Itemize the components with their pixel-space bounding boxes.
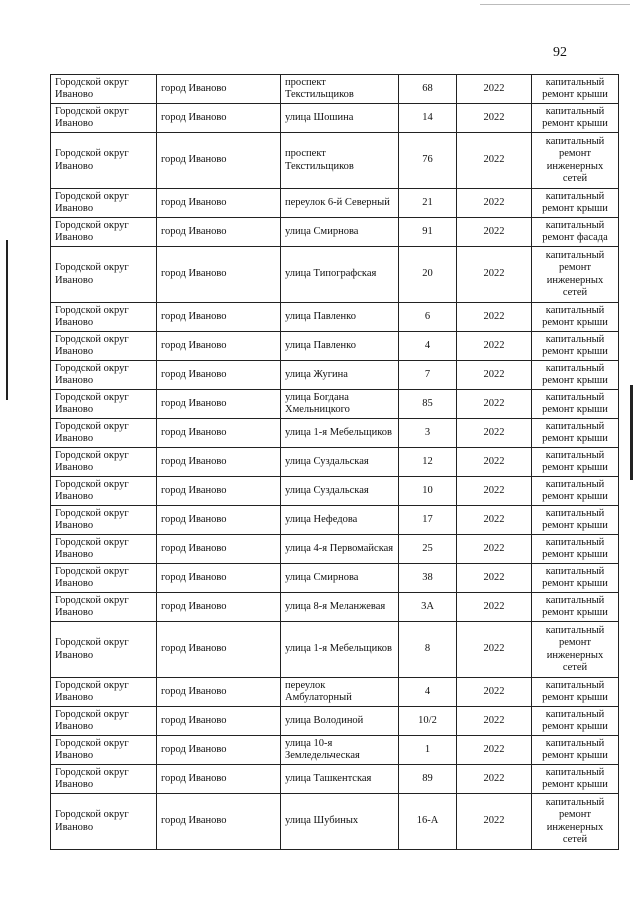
year-cell: 2022 bbox=[457, 303, 532, 332]
table-row bbox=[51, 218, 619, 247]
municipality-cell: Городской округ Иваново bbox=[51, 535, 157, 564]
city-cell: город Иваново bbox=[157, 133, 281, 189]
house-number-cell: 14 bbox=[399, 104, 457, 133]
work-type-cell: капитальный ремонт крыши bbox=[532, 419, 619, 448]
street-cell: проспект Текстильщиков bbox=[281, 75, 399, 104]
work-type-cell: капитальный ремонт крыши bbox=[532, 707, 619, 736]
house-number-cell: 12 bbox=[399, 448, 457, 477]
year-cell: 2022 bbox=[457, 593, 532, 622]
year-cell: 2022 bbox=[457, 247, 532, 303]
scan-mark-left bbox=[6, 240, 8, 400]
house-number-cell: 68 bbox=[399, 75, 457, 104]
street-cell: улица 1-я Мебельщиков bbox=[281, 419, 399, 448]
table-row bbox=[51, 189, 619, 218]
table-body bbox=[51, 75, 619, 850]
municipality-cell: Городской округ Иваново bbox=[51, 189, 157, 218]
table-row bbox=[51, 678, 619, 707]
city-cell: город Иваново bbox=[157, 361, 281, 390]
house-number-cell: 89 bbox=[399, 765, 457, 794]
year-cell: 2022 bbox=[457, 332, 532, 361]
municipality-cell: Городской округ Иваново bbox=[51, 564, 157, 593]
house-number-cell: 1 bbox=[399, 736, 457, 765]
house-number-cell: 6 bbox=[399, 303, 457, 332]
municipality-cell: Городской округ Иваново bbox=[51, 506, 157, 535]
table-row bbox=[51, 765, 619, 794]
work-type-cell: капитальный ремонт крыши bbox=[532, 564, 619, 593]
work-type-cell: капитальный ремонт крыши bbox=[532, 361, 619, 390]
work-type-cell: капитальный ремонт крыши bbox=[532, 593, 619, 622]
work-type-cell: капитальный ремонт инженерных сетей bbox=[532, 794, 619, 850]
year-cell: 2022 bbox=[457, 104, 532, 133]
house-number-cell: 10/2 bbox=[399, 707, 457, 736]
street-cell: улица Жугина bbox=[281, 361, 399, 390]
municipality-cell: Городской округ Иваново bbox=[51, 622, 157, 678]
table-row bbox=[51, 448, 619, 477]
municipality-cell: Городской округ Иваново bbox=[51, 303, 157, 332]
municipality-cell: Городской округ Иваново bbox=[51, 361, 157, 390]
house-number-cell: 20 bbox=[399, 247, 457, 303]
street-cell: улица Павленко bbox=[281, 332, 399, 361]
municipality-cell: Городской округ Иваново bbox=[51, 678, 157, 707]
work-type-cell: капитальный ремонт инженерных сетей bbox=[532, 247, 619, 303]
year-cell: 2022 bbox=[457, 794, 532, 850]
municipality-cell: Городской округ Иваново bbox=[51, 477, 157, 506]
municipality-cell: Городской округ Иваново bbox=[51, 390, 157, 419]
work-type-cell: капитальный ремонт крыши bbox=[532, 189, 619, 218]
street-cell: улица Нефедова bbox=[281, 506, 399, 535]
year-cell: 2022 bbox=[457, 622, 532, 678]
city-cell: город Иваново bbox=[157, 736, 281, 765]
municipality-cell: Городской округ Иваново bbox=[51, 75, 157, 104]
municipality-cell: Городской округ Иваново bbox=[51, 247, 157, 303]
work-type-cell: капитальный ремонт крыши bbox=[532, 104, 619, 133]
year-cell: 2022 bbox=[457, 361, 532, 390]
house-number-cell: 17 bbox=[399, 506, 457, 535]
work-type-cell: капитальный ремонт крыши bbox=[532, 678, 619, 707]
work-type-cell: капитальный ремонт крыши bbox=[532, 765, 619, 794]
scan-mark-right bbox=[630, 385, 633, 480]
city-cell: город Иваново bbox=[157, 303, 281, 332]
municipality-cell: Городской округ Иваново bbox=[51, 104, 157, 133]
city-cell: город Иваново bbox=[157, 390, 281, 419]
work-type-cell: капитальный ремонт крыши bbox=[532, 75, 619, 104]
street-cell: улица Смирнова bbox=[281, 564, 399, 593]
work-type-cell: капитальный ремонт крыши bbox=[532, 448, 619, 477]
house-number-cell: 16-А bbox=[399, 794, 457, 850]
house-number-cell: 7 bbox=[399, 361, 457, 390]
municipality-cell: Городской округ Иваново bbox=[51, 736, 157, 765]
house-number-cell: 3 bbox=[399, 419, 457, 448]
city-cell: город Иваново bbox=[157, 794, 281, 850]
street-cell: проспект Текстильщиков bbox=[281, 133, 399, 189]
year-cell: 2022 bbox=[457, 477, 532, 506]
table-row bbox=[51, 361, 619, 390]
city-cell: город Иваново bbox=[157, 419, 281, 448]
city-cell: город Иваново bbox=[157, 678, 281, 707]
municipality-cell: Городской округ Иваново bbox=[51, 448, 157, 477]
street-cell: улица 1-я Мебельщиков bbox=[281, 622, 399, 678]
work-type-cell: капитальный ремонт крыши bbox=[532, 477, 619, 506]
table-row bbox=[51, 736, 619, 765]
city-cell: город Иваново bbox=[157, 765, 281, 794]
work-type-cell: капитальный ремонт фасада bbox=[532, 218, 619, 247]
house-number-cell: 38 bbox=[399, 564, 457, 593]
street-cell: улица Шубиных bbox=[281, 794, 399, 850]
street-cell: улица 4-я Первомайская bbox=[281, 535, 399, 564]
city-cell: город Иваново bbox=[157, 189, 281, 218]
street-cell: улица Суздальская bbox=[281, 477, 399, 506]
table-row bbox=[51, 390, 619, 419]
table-row bbox=[51, 247, 619, 303]
year-cell: 2022 bbox=[457, 564, 532, 593]
table-row bbox=[51, 506, 619, 535]
table-row bbox=[51, 564, 619, 593]
street-cell: переулок 6-й Северный bbox=[281, 189, 399, 218]
city-cell: город Иваново bbox=[157, 75, 281, 104]
house-number-cell: 8 bbox=[399, 622, 457, 678]
work-type-cell: капитальный ремонт инженерных сетей bbox=[532, 133, 619, 189]
municipality-cell: Городской округ Иваново bbox=[51, 765, 157, 794]
house-number-cell: 76 bbox=[399, 133, 457, 189]
work-type-cell: капитальный ремонт крыши bbox=[532, 390, 619, 419]
table-row bbox=[51, 75, 619, 104]
street-cell: улица 8-я Меланжевая bbox=[281, 593, 399, 622]
table-row bbox=[51, 104, 619, 133]
year-cell: 2022 bbox=[457, 189, 532, 218]
work-type-cell: капитальный ремонт крыши bbox=[532, 535, 619, 564]
house-number-cell: 3А bbox=[399, 593, 457, 622]
repair-registry-table bbox=[50, 74, 619, 850]
city-cell: город Иваново bbox=[157, 622, 281, 678]
city-cell: город Иваново bbox=[157, 593, 281, 622]
city-cell: город Иваново bbox=[157, 477, 281, 506]
house-number-cell: 21 bbox=[399, 189, 457, 218]
table-row bbox=[51, 477, 619, 506]
table-row bbox=[51, 707, 619, 736]
city-cell: город Иваново bbox=[157, 448, 281, 477]
work-type-cell: капитальный ремонт крыши bbox=[532, 332, 619, 361]
city-cell: город Иваново bbox=[157, 218, 281, 247]
city-cell: город Иваново bbox=[157, 707, 281, 736]
street-cell: улица Ташкентская bbox=[281, 765, 399, 794]
year-cell: 2022 bbox=[457, 736, 532, 765]
municipality-cell: Городской округ Иваново bbox=[51, 332, 157, 361]
year-cell: 2022 bbox=[457, 133, 532, 189]
table-row bbox=[51, 794, 619, 850]
city-cell: город Иваново bbox=[157, 332, 281, 361]
year-cell: 2022 bbox=[457, 765, 532, 794]
house-number-cell: 10 bbox=[399, 477, 457, 506]
year-cell: 2022 bbox=[457, 707, 532, 736]
page-number: 92 bbox=[553, 45, 567, 60]
street-cell: переулок Амбулаторный bbox=[281, 678, 399, 707]
street-cell: улица Суздальская bbox=[281, 448, 399, 477]
table-row bbox=[51, 419, 619, 448]
municipality-cell: Городской округ Иваново bbox=[51, 593, 157, 622]
house-number-cell: 91 bbox=[399, 218, 457, 247]
municipality-cell: Городской округ Иваново bbox=[51, 218, 157, 247]
table-row bbox=[51, 332, 619, 361]
street-cell: улица 10-я Земледельческая bbox=[281, 736, 399, 765]
table-row bbox=[51, 535, 619, 564]
city-cell: город Иваново bbox=[157, 247, 281, 303]
work-type-cell: капитальный ремонт крыши bbox=[532, 303, 619, 332]
house-number-cell: 85 bbox=[399, 390, 457, 419]
city-cell: город Иваново bbox=[157, 104, 281, 133]
table-row bbox=[51, 622, 619, 678]
municipality-cell: Городской округ Иваново bbox=[51, 794, 157, 850]
street-cell: улица Смирнова bbox=[281, 218, 399, 247]
street-cell: улица Богдана Хмельницкого bbox=[281, 390, 399, 419]
street-cell: улица Типографская bbox=[281, 247, 399, 303]
year-cell: 2022 bbox=[457, 506, 532, 535]
year-cell: 2022 bbox=[457, 390, 532, 419]
municipality-cell: Городской округ Иваново bbox=[51, 133, 157, 189]
street-cell: улица Володиной bbox=[281, 707, 399, 736]
work-type-cell: капитальный ремонт крыши bbox=[532, 506, 619, 535]
year-cell: 2022 bbox=[457, 419, 532, 448]
year-cell: 2022 bbox=[457, 448, 532, 477]
house-number-cell: 25 bbox=[399, 535, 457, 564]
house-number-cell: 4 bbox=[399, 678, 457, 707]
year-cell: 2022 bbox=[457, 535, 532, 564]
city-cell: город Иваново bbox=[157, 506, 281, 535]
year-cell: 2022 bbox=[457, 75, 532, 104]
year-cell: 2022 bbox=[457, 218, 532, 247]
scan-line-top bbox=[480, 4, 630, 5]
table-row bbox=[51, 133, 619, 189]
city-cell: город Иваново bbox=[157, 535, 281, 564]
table-row bbox=[51, 593, 619, 622]
street-cell: улица Павленко bbox=[281, 303, 399, 332]
municipality-cell: Городской округ Иваново bbox=[51, 419, 157, 448]
city-cell: город Иваново bbox=[157, 564, 281, 593]
street-cell: улица Шошина bbox=[281, 104, 399, 133]
municipality-cell: Городской округ Иваново bbox=[51, 707, 157, 736]
year-cell: 2022 bbox=[457, 678, 532, 707]
work-type-cell: капитальный ремонт инженерных сетей bbox=[532, 622, 619, 678]
work-type-cell: капитальный ремонт крыши bbox=[532, 736, 619, 765]
house-number-cell: 4 bbox=[399, 332, 457, 361]
table-row bbox=[51, 303, 619, 332]
